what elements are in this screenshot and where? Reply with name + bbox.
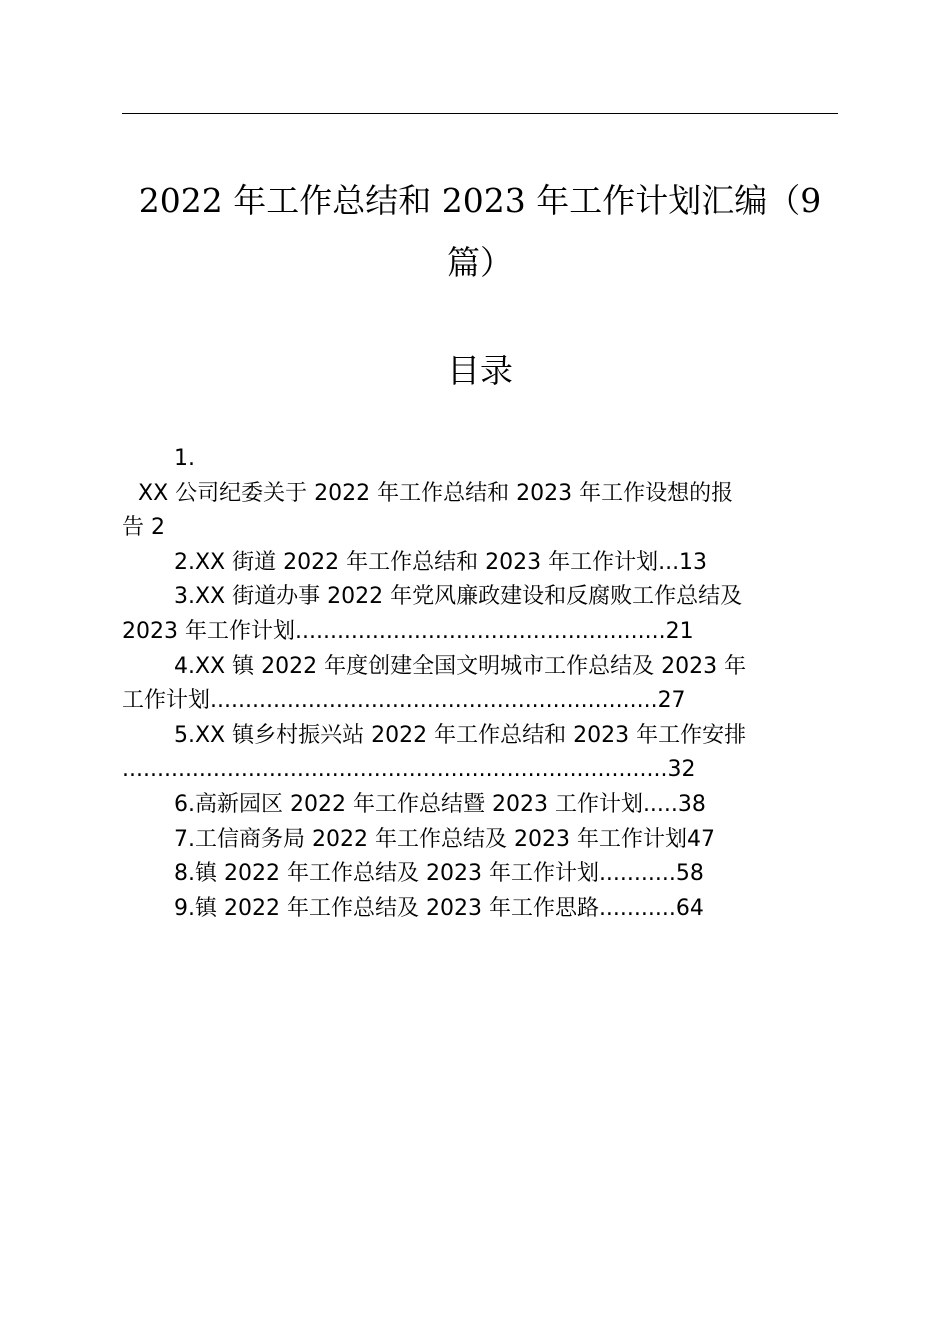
- toc-entry-6[interactable]: [122, 788, 838, 823]
- toc-entry-8-line-1: 8.镇 2022 年工作总结及 2023 年工作计划...........58: [174, 861, 704, 887]
- toc-entry-1[interactable]: [122, 442, 838, 546]
- toc-entry-3-line-2: 2023 年工作计划.....................................................21: [122, 618, 694, 644]
- toc-entry-3-line-1: 3.XX 街道办事 2022 年党风廉政建设和反腐败工作总结及: [174, 584, 743, 610]
- toc-entry-3[interactable]: [122, 580, 838, 649]
- toc-entry-9[interactable]: [122, 892, 838, 927]
- toc-entry-4-line-1: 4.XX 镇 2022 年度创建全国文明城市工作总结及 2023 年: [174, 653, 747, 679]
- table-of-contents: [122, 442, 838, 926]
- toc-entry-7[interactable]: [122, 823, 838, 858]
- header-rule: [122, 113, 838, 114]
- toc-entry-1-line-1: 1.: [174, 446, 195, 471]
- toc-entry-1-line-3: 告 2: [122, 515, 165, 541]
- toc-heading: 目录: [447, 351, 513, 390]
- toc-entry-9-line-1: 9.镇 2022 年工作总结及 2023 年工作思路...........64: [174, 895, 704, 921]
- toc-entry-8[interactable]: [122, 857, 838, 892]
- toc-entry-2-line-1: 2.XX 街道 2022 年工作总结和 2023 年工作计划...13: [174, 549, 708, 575]
- toc-entry-1-line-2: XX 公司纪委关于 2022 年工作总结和 2023 年工作设想的报: [138, 480, 734, 506]
- toc-entry-5-line-2: ..............................................................................32: [122, 757, 696, 783]
- toc-entry-4[interactable]: [122, 650, 838, 719]
- toc-entry-7-line-1: 7.工信商务局 2022 年工作总结及 2023 年工作计划47: [174, 826, 715, 852]
- document-title-line-1: 2022 年工作总结和 2023 年工作计划汇编（9: [138, 181, 822, 220]
- toc-entry-6-line-1: 6.高新园区 2022 年工作总结暨 2023 工作计划.....38: [174, 791, 706, 817]
- toc-entry-2[interactable]: [122, 546, 838, 581]
- toc-entry-4-line-2: 工作计划................................................................27: [122, 688, 686, 714]
- document-title: [122, 170, 838, 294]
- toc-entry-5[interactable]: [122, 719, 838, 788]
- document-title-line-2: 篇）: [447, 243, 513, 282]
- toc-entry-5-line-1: 5.XX 镇乡村振兴站 2022 年工作总结和 2023 年工作安排: [174, 722, 747, 748]
